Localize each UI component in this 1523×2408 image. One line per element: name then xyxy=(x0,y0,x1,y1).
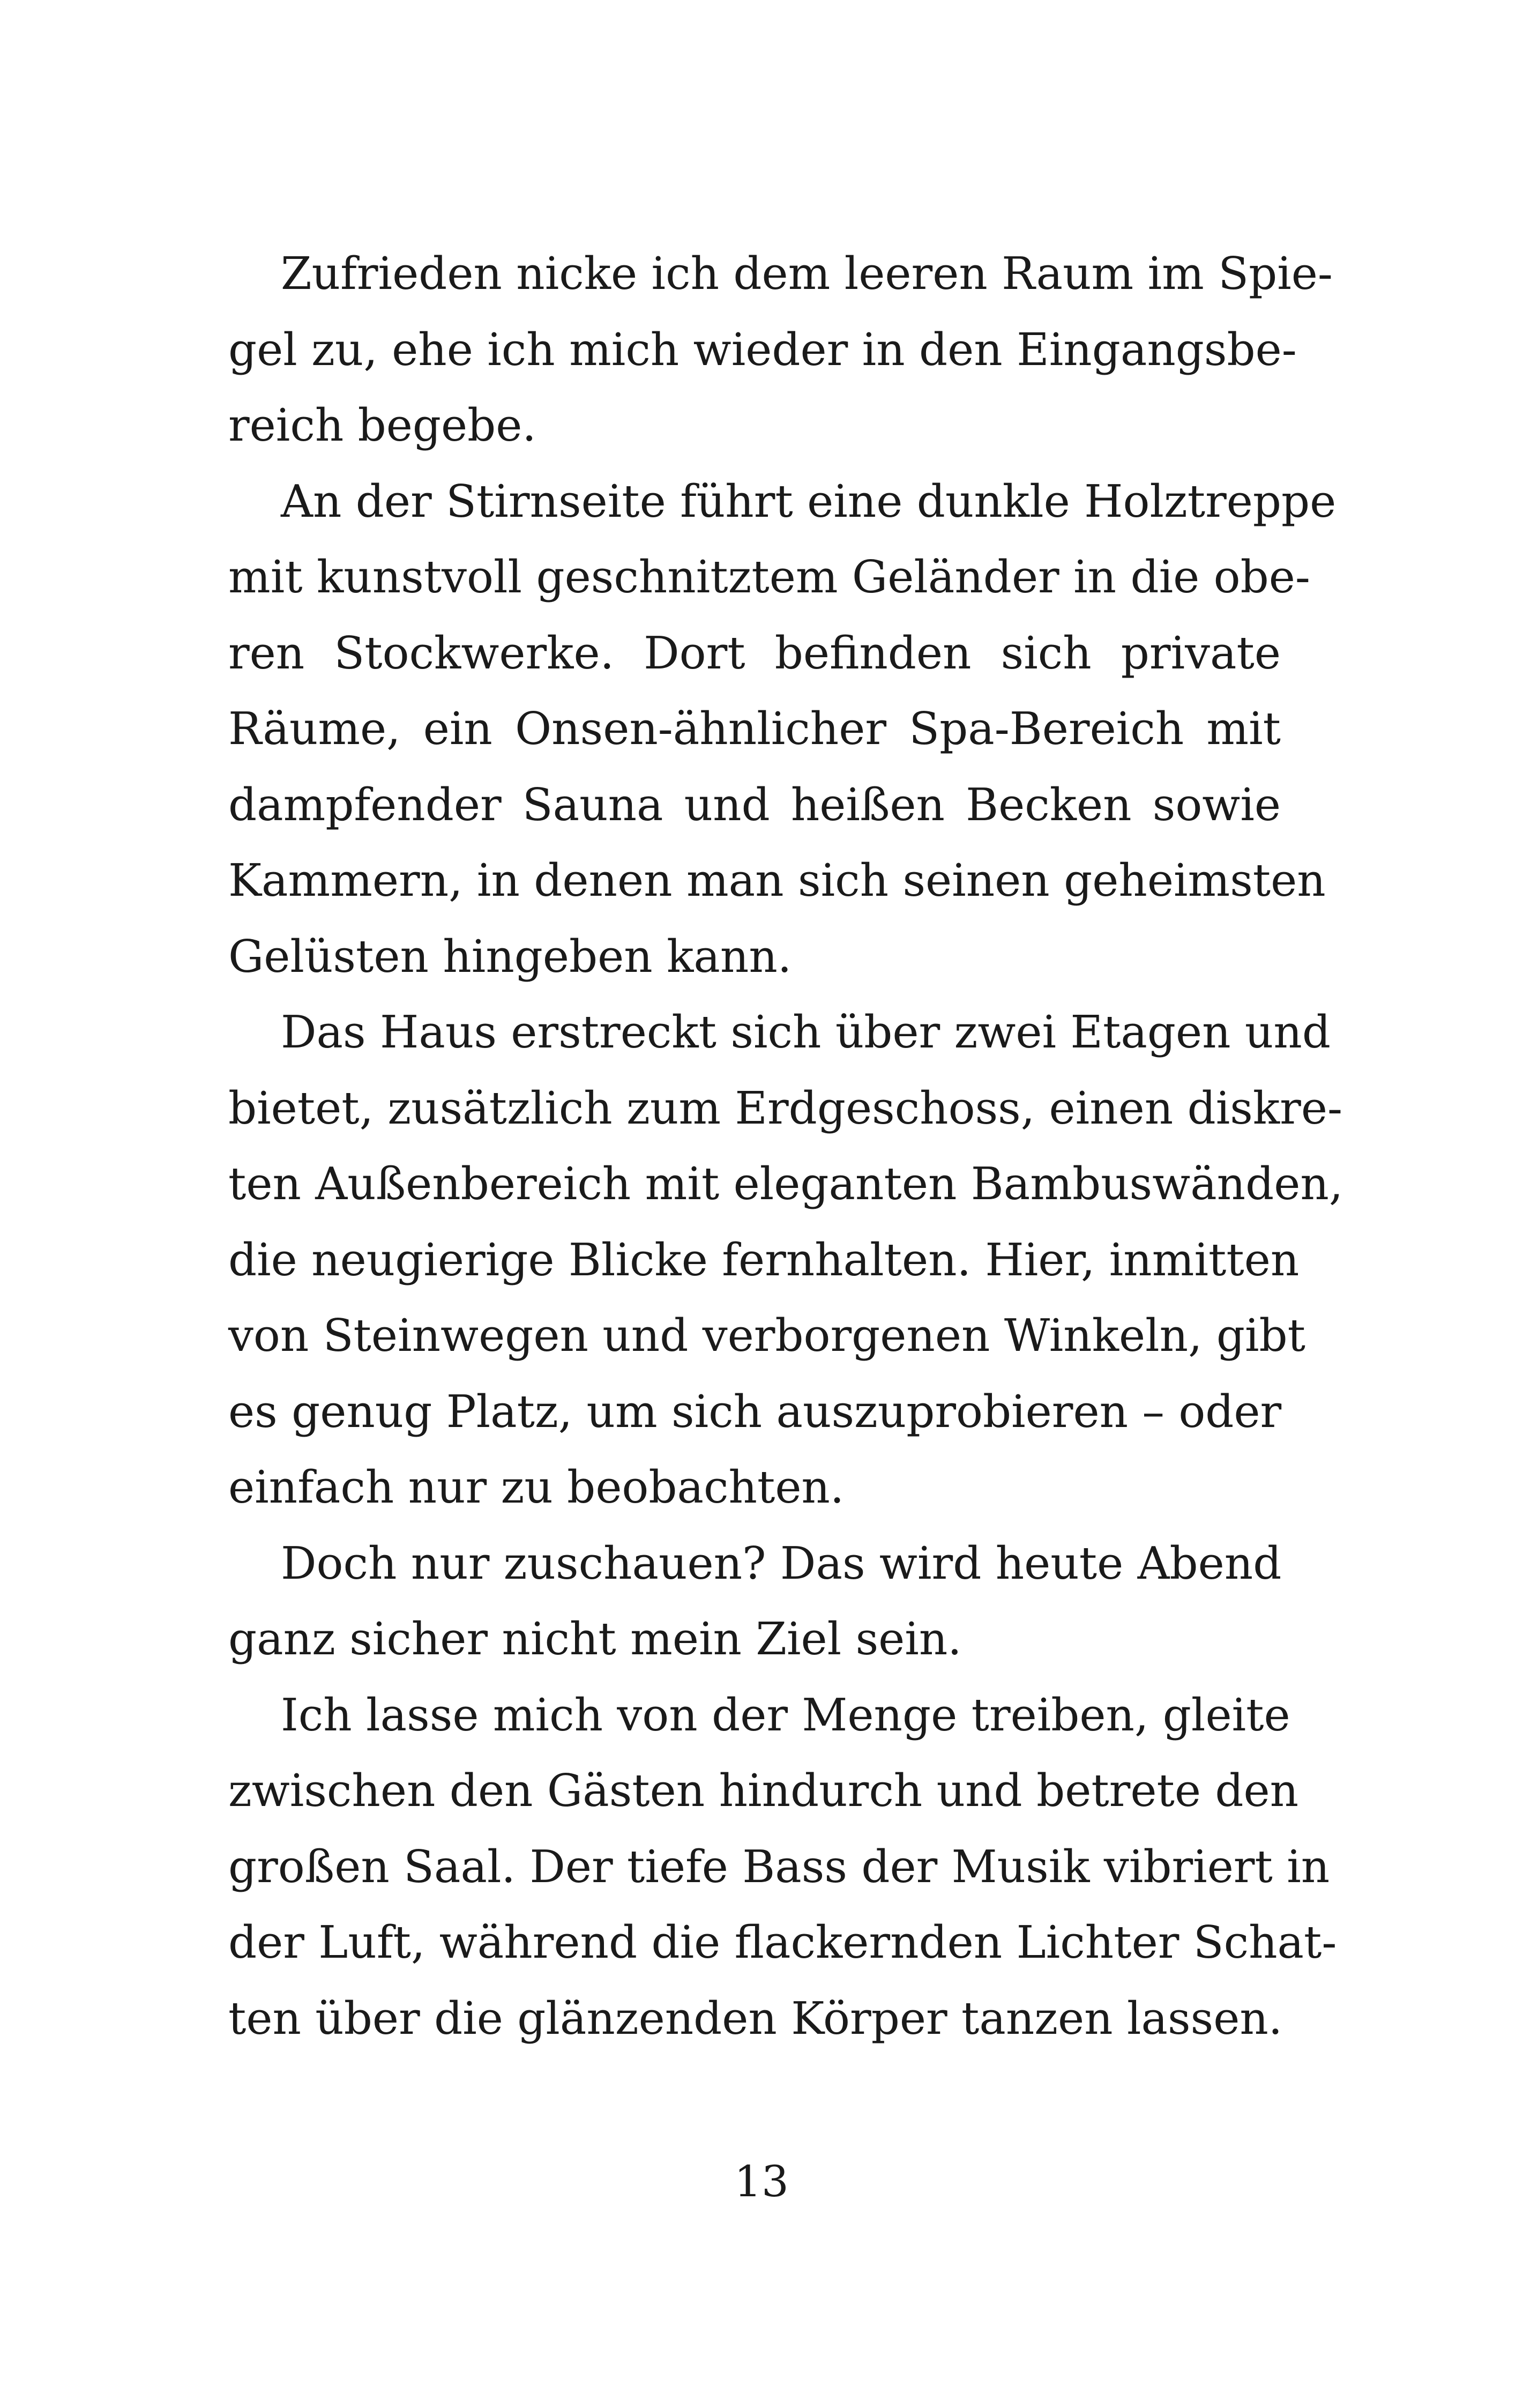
text-line: Kammern, in denen man sich seinen geheimsten xyxy=(228,854,1326,906)
paragraph-4 xyxy=(228,1526,1281,1677)
text-line: bietet, zusätzlich zum Erdgeschoss, einen diskre- xyxy=(228,1082,1343,1134)
text-line: Räume, ein Onsen-ähnlicher Spa-Bereich mit xyxy=(228,703,1281,755)
text-line: zwischen den Gästen hindurch und betrete den xyxy=(228,1765,1299,1817)
text-line: ren Stockwerke. Dort befinden sich private xyxy=(228,627,1281,679)
text-line: ten über die glänzenden Körper tanzen lassen. xyxy=(228,1992,1283,2045)
paragraph-2 xyxy=(228,464,1337,995)
text-line: von Steinwegen und verborgenen Winkeln, gibt xyxy=(228,1310,1306,1362)
text-line: dampfender Sauna und heißen Becken sowie xyxy=(228,778,1281,831)
body-text xyxy=(228,236,1343,2056)
text-line: An der Stirnseite führt eine dunkle Holztreppe xyxy=(281,475,1337,527)
text-line: einfach nur zu beobachten. xyxy=(228,1461,845,1513)
text-line: ganz sicher nicht mein Ziel sein. xyxy=(228,1613,962,1665)
text-line: die neugierige Blicke fernhalten. Hier, inmitten xyxy=(228,1233,1300,1286)
text-line: der Luft, während die flackernden Lichter Schat- xyxy=(228,1916,1337,1968)
paragraph-5 xyxy=(228,1677,1337,2057)
text-line: großen Saal. Der tiefe Bass der Musik vibriert in xyxy=(228,1840,1330,1893)
text-line: Zufrieden nicke ich dem leeren Raum im Spie- xyxy=(281,248,1333,300)
text-line: Das Haus erstreckt sich über zwei Etagen und xyxy=(281,1006,1331,1058)
text-line: reich begebe. xyxy=(228,399,536,451)
text-line: es genug Platz, um sich auszuprobieren – oder xyxy=(228,1385,1282,1438)
text-line: Doch nur zuschauen? Das wird heute Abend xyxy=(281,1537,1282,1589)
text-line: Ich lasse mich von der Menge treiben, gleite xyxy=(281,1689,1290,1741)
text-line: gel zu, ehe ich mich wieder in den Eingangsbe- xyxy=(228,323,1297,376)
text-line: ten Außenbereich mit eleganten Bambuswänden, xyxy=(228,1158,1343,1210)
text-line: Gelüsten hingeben kann. xyxy=(228,930,792,983)
paragraph-3 xyxy=(228,994,1343,1526)
page-number: 13 xyxy=(734,2157,789,2206)
paragraph-1 xyxy=(228,236,1333,464)
text-line: mit kunstvoll geschnitztem Geländer in die obe- xyxy=(228,551,1310,603)
